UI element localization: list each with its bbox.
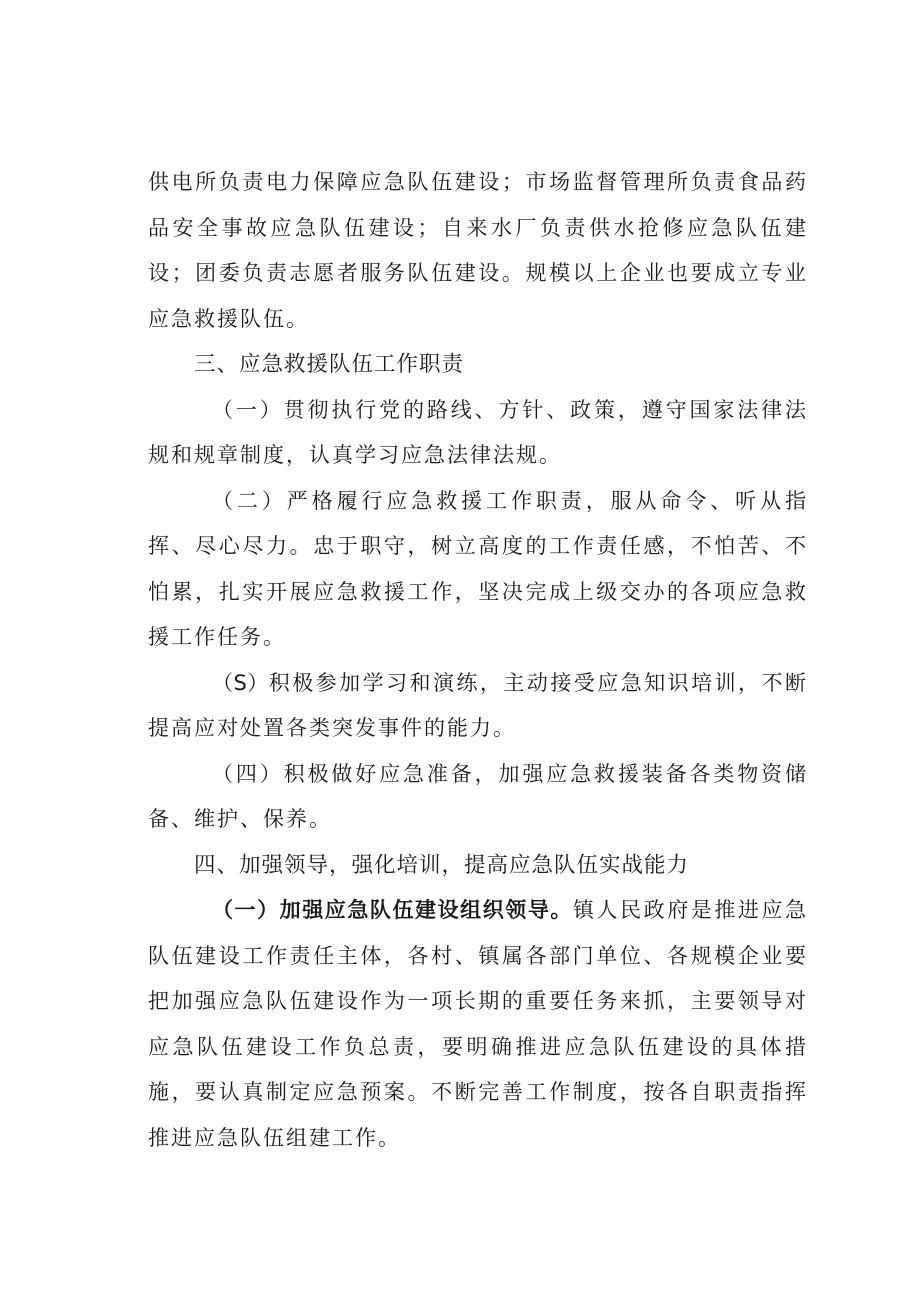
section-4-heading: 四、加强领导，强化培训，提高应急队伍实战能力 [194,852,690,878]
continuation-paragraph: 供电所负责电力保障应急队伍建设；市场监督管理所负责食品药品安全事故应急队伍建设；自来水厂负责供水抢修应急队伍建设；团委负责志愿者服务队伍建设。规模以上企业也要成立专业应急救援队伍。 [148,170,808,331]
section-3-heading: 三、应急救援队伍工作职责 [194,352,465,377]
document-page [148,160,808,1161]
section-3-item-3-text: 积极参加学习和演练，主动接受应急知识培训，不断提高应对处置各类突发事件的能力。 [148,670,808,740]
section-3-item-3-marker: （S） [212,670,269,695]
section-3-item-2: （二）严格履行应急救援工作职责，服从命令、听从指挥、尽心尽力。忠于职守，树立高度的工作责任感，不怕苦、不怕累，扎实开展应急救援工作，坚决完成上级交办的各项应急救援工作任务。 [148,488,808,649]
section-4-item-1-lead: （一）加强应急队伍建设组织领导。 [212,898,573,922]
section-4-item-1-text: 镇人民政府是推进应急队伍建设工作责任主体，各村、镇属各部门单位、各规模企业要把加强应急队伍建设作为一项长期的重要任务来抓，主要领导对应急队伍建设工作负总责，要明确推进应急队伍建设的具体措施，要认真制定应急预案。不断完善工作制度，按各自职责指挥推进应急队伍组建工作。 [148,898,809,1150]
section-3-item-1: （一）贯彻执行党的路线、方针、政策，遵守国家法律法规和规章制度，认真学习应急法律法规。 [148,397,808,467]
section-3-item-3 [148,661,808,752]
section-4-item-1 [148,888,808,1161]
section-3-item-4: （四）积极做好应急准备，加强应急救援装备各类物资储备、维护、保养。 [148,761,808,831]
